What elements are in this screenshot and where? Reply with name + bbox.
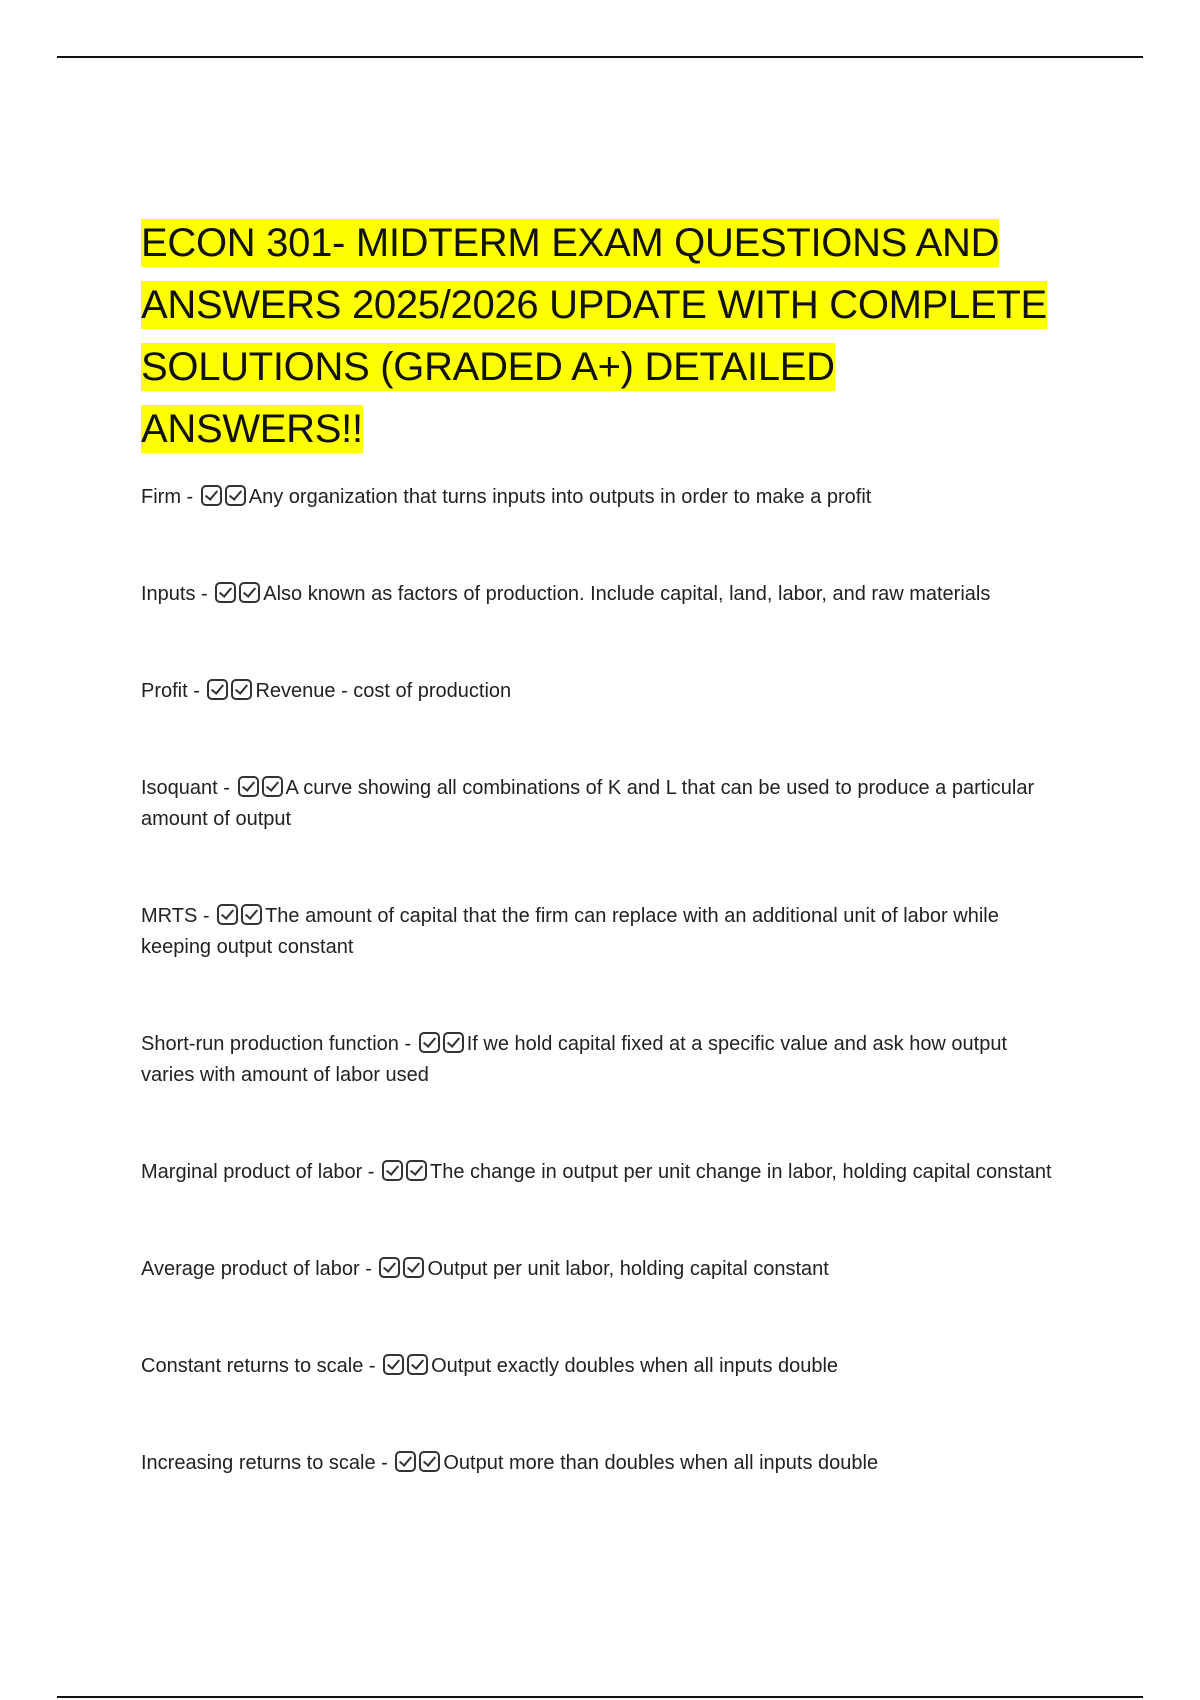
entry-term: Increasing returns to scale (141, 1452, 376, 1474)
entry-separator: - (363, 1355, 382, 1377)
entry-separator: - (180, 486, 199, 508)
entry-definition: Output more than doubles when all inputs double (443, 1452, 879, 1474)
entry-term: Inputs (141, 583, 196, 605)
entry-definition: The change in output per unit change in labor, holding capital constant (430, 1161, 1052, 1183)
check-box-icon (225, 485, 246, 506)
bottom-rule (57, 1696, 1143, 1698)
check-box-icon (217, 904, 238, 925)
entry-definition: A curve showing all combinations of K and L that can be used to produce a particular amount of output (141, 777, 1035, 830)
check-box-icon (239, 582, 260, 603)
entry-term: Constant returns to scale (141, 1355, 364, 1377)
check-box-icon (407, 1354, 428, 1375)
entry-separator: - (359, 1258, 378, 1280)
check-box-icon (403, 1257, 424, 1278)
entry-definition: The amount of capital that the firm can replace with an additional unit of labor while keeping output constant (141, 905, 999, 958)
glossary-entry (141, 1448, 1061, 1479)
check-box-icon (383, 1354, 404, 1375)
check-box-icon (207, 679, 228, 700)
entry-definition: If we hold capital fixed at a specific value and ask how output varies with amount of labor used (141, 1033, 1008, 1086)
check-box-icon (419, 1032, 440, 1053)
entry-separator: - (187, 680, 206, 702)
entry-term: Firm (141, 486, 181, 508)
check-box-icon (238, 776, 259, 797)
check-box-icon (241, 904, 262, 925)
glossary-entry (141, 1029, 1061, 1091)
glossary-list (141, 482, 1061, 1479)
entry-separator: - (362, 1161, 381, 1183)
entry-definition: Also known as factors of production. Include capital, land, labor, and raw materials (263, 583, 991, 605)
document-title (141, 212, 1061, 460)
entry-definition: Any organization that turns inputs into outputs in order to make a profit (248, 486, 872, 508)
entry-term: Marginal product of labor (141, 1161, 363, 1183)
entry-term: Average product of labor (141, 1258, 360, 1280)
check-box-icon (262, 776, 283, 797)
entry-separator: - (398, 1033, 417, 1055)
entry-separator: - (197, 905, 216, 927)
title-highlight: ECON 301- MIDTERM EXAM QUESTIONS AND ANSWERS 2025/2026 UPDATE WITH COMPLETE SOLUTIONS (GRADED A+) DETAILED ANSWERS!! (141, 221, 1047, 451)
glossary-entry (141, 773, 1061, 835)
check-box-icon (382, 1160, 403, 1181)
entry-separator: - (217, 777, 236, 799)
glossary-entry (141, 901, 1061, 963)
check-box-icon (201, 485, 222, 506)
entry-term: Profit (141, 680, 188, 702)
glossary-entry (141, 579, 1061, 610)
check-box-icon (419, 1451, 440, 1472)
entry-term: Isoquant (141, 777, 218, 799)
check-box-icon (443, 1032, 464, 1053)
check-box-icon (231, 679, 252, 700)
check-box-icon (406, 1160, 427, 1181)
check-box-icon (379, 1257, 400, 1278)
entry-separator: - (375, 1452, 394, 1474)
glossary-entry (141, 1254, 1061, 1285)
entry-separator: - (195, 583, 214, 605)
glossary-entry (141, 482, 1061, 513)
top-rule (57, 56, 1143, 58)
glossary-entry (141, 1351, 1061, 1382)
check-box-icon (395, 1451, 416, 1472)
check-box-icon (215, 582, 236, 603)
glossary-entry (141, 676, 1061, 707)
entry-definition: Output exactly doubles when all inputs double (431, 1355, 839, 1377)
entry-definition: Revenue - cost of production (255, 680, 512, 702)
entry-definition: Output per unit labor, holding capital constant (427, 1258, 829, 1280)
entry-term: MRTS (141, 905, 198, 927)
entry-term: Short-run production function (141, 1033, 399, 1055)
document-body (141, 212, 1061, 1479)
glossary-entry (141, 1157, 1061, 1188)
